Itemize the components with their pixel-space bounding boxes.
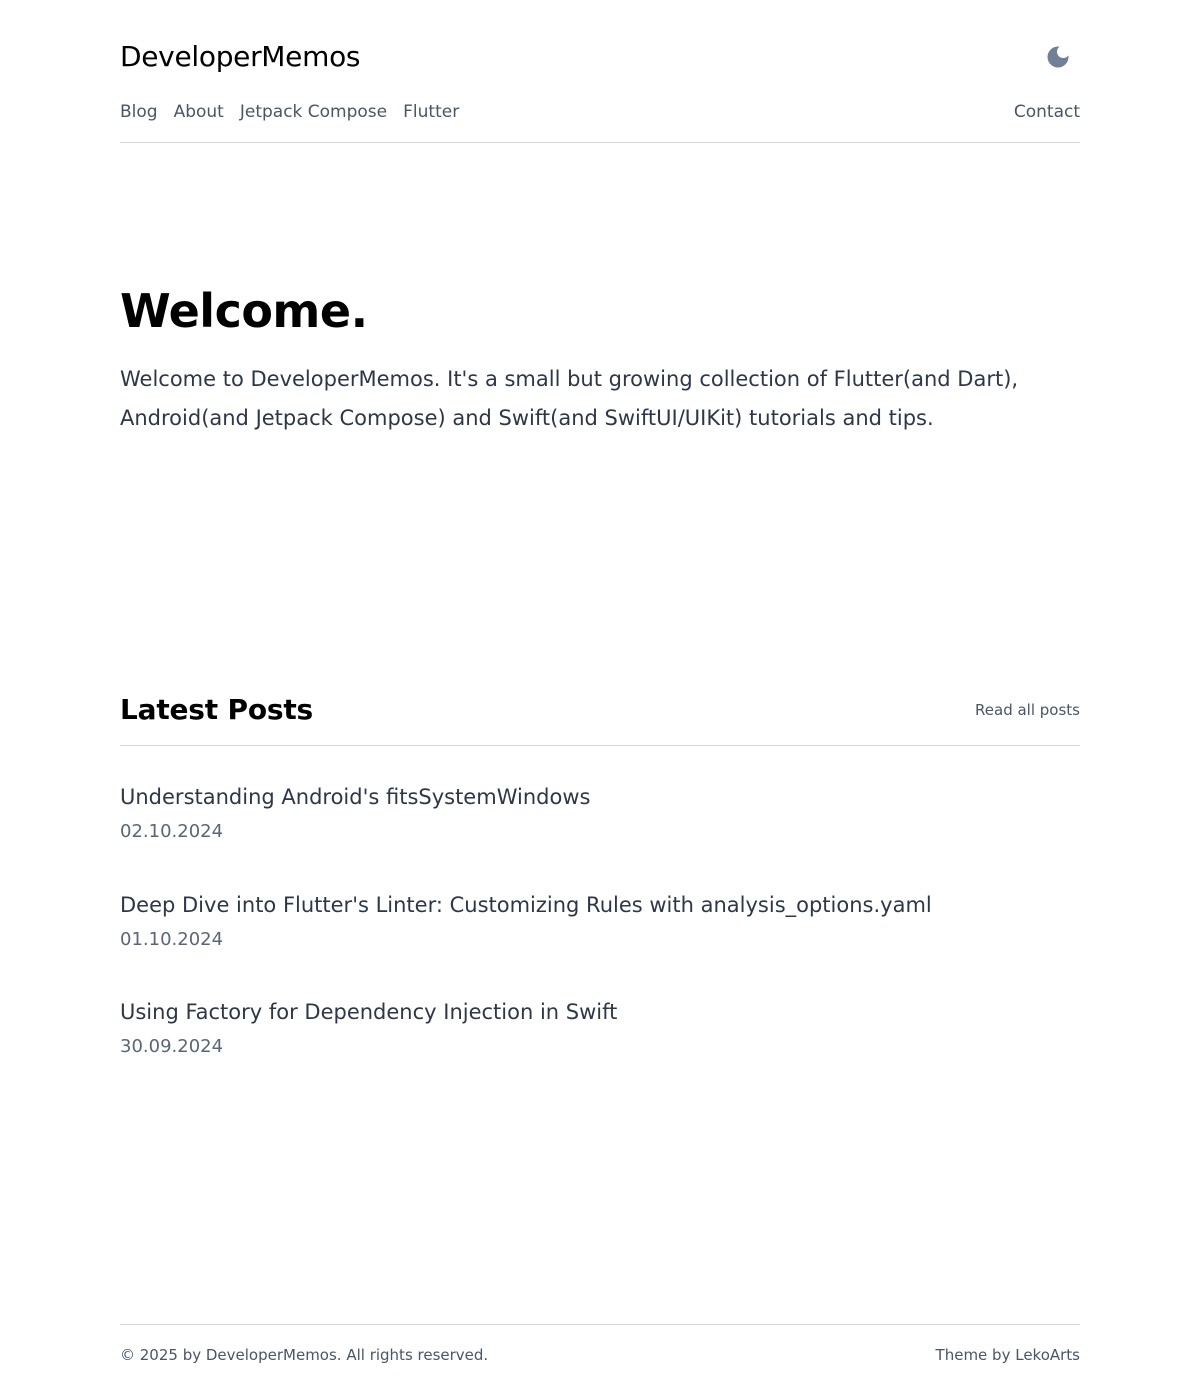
nav-link-contact[interactable]: Contact [1013,102,1080,122]
posts-list [120,780,1080,1103]
post-date: 30.09.2024 [120,1036,224,1057]
site-header [120,0,1080,143]
post-date: 02.10.2024 [120,821,224,842]
post-title-link[interactable]: Using Factory for Dependency Injection in Swift [120,1000,618,1024]
post-title-link[interactable]: Deep Dive into Flutter's Linter: Customizing Rules with analysis_options.yaml [120,892,932,917]
hero-title: Welcome. [120,284,368,338]
list-item [120,780,1080,888]
read-all-posts-link[interactable]: Read all posts [975,701,1080,719]
list-item [120,888,1080,996]
site-footer [120,1324,1080,1384]
post-title-link[interactable]: Understanding Android's fitsSystemWindows [120,785,591,809]
nav-link-jetpack-compose[interactable]: Jetpack Compose [239,102,388,122]
nav-link-flutter[interactable]: Flutter [403,102,460,122]
hero-description: Welcome to DeveloperMemos. It's a small but growing collection of Flutter(and Dart), Android(and Jetpack Compose) and Swift(and SwiftUI/UIKit) tutorials and tips. [120,367,1019,430]
nav-link-about[interactable]: About [173,102,224,122]
theme-toggle-button[interactable] [1044,43,1072,71]
latest-posts-header [120,690,1080,746]
nav-link-blog[interactable]: Blog [120,102,158,122]
hero-section [120,280,1080,438]
theme-credit-link[interactable]: Theme by LekoArts [935,1346,1080,1364]
list-item [120,995,1080,1103]
site-brand-link[interactable]: DeveloperMemos [120,40,361,73]
latest-posts-title: Latest Posts [120,693,313,726]
footer-copyright: © 2025 by DeveloperMemos. All rights reserved. [120,1346,489,1364]
post-date: 01.10.2024 [120,928,224,950]
main-nav [120,100,459,124]
moon-icon [1044,43,1072,71]
